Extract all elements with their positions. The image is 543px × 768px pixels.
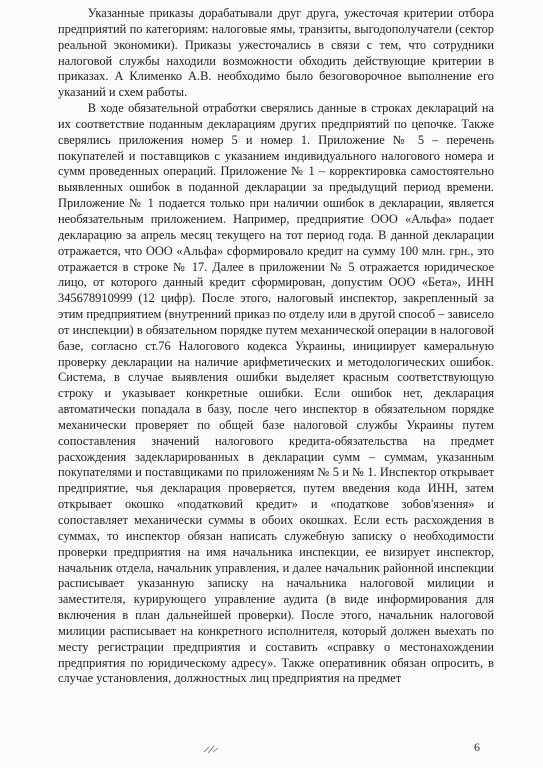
paragraph-declaration-check: В ходе обязательной отработки сверялись данные в строках деклараций на их соответствие поданным декларациям других предприятий по цепочке. Также сверялись приложения номер 5 и номер 1. Приложение № 5 – перечень покупателей и поставщиков с указанием индивидуального налогового номера и сумм проведенных операций. Приложение № 1 – корректировка самостоятельно выявленных ошибок в поданной декларации за предыдущий период времени. Приложение № 1 подается только при наличии ошибок в декларации, является необязательным приложением. Например, предприятие ООО «Альфа» подает декларацию за апрель месяц текущего на тот период года. В данной декларации отражается, что ООО «Альфа» сформировало кредит на сумму 100 млн. грн., это отражается в строке № 17. Далее в приложении № 5 отражается юридическое лицо, от которого данный кредит сформирован, допустим ООО «Бета», ИНН 345678910999 (12 цифр). После этого, налоговый инспектор, закрепленный за этим предприятием (внутренний приказ по отделу или в другой способ – зависело от инспекции) в обязательном порядке путем механической операции в налоговой базе, согласно ст.76 Налогового кодекса Украины, инициирует камеральную проверку декларации на наличие арифметических и методологических ошибок. Система, в случае выявления ошибки выделяет красным соответствующую строку и указывает конкретные ошибки. Если ошибок нет, декларация автоматически попадала в базу, после чего инспектор в обязательном порядке механически проверяет по общей базе налоговой службы Украины путем сопоставления значений налогового кредита-обязательства на предмет расхождения задекларированных в декларации сумм – суммам, указанным покупателями и поставщиками по приложениям № 5 и № 1. Инспектор открывает предприятие, чья декларация проверяется, путем введения кода ИНН, затем открывает окошко «податковий кредит» и «податкове зобов'язення» и сопоставляет механически суммы в обоих окошках. Если есть расхождения в суммах, то инспектор обязан написать служебную записку о необходимости проверки предприятия на имя начальника инспекции, ее визирует инспектор, начальник отдела, начальник управления, и далее начальник районной инспекции расписывает указанную записку на начальника налоговой милиции и заместителя, курирующего управление аудита (в виде информирования для включения в план дальнейшей проверки). После этого, начальник налоговой милиции расписывает на конкретного исполнителя, который должен выехать по месту регистрации предприятия и составить «справку о местонахождении предприятия по юридическому адресу». Также оперативник обязан опросить, в случае установления, должностных лиц предприятия на предмет	[58, 101, 494, 686]
pen-mark-icon	[202, 744, 220, 754]
page-number: 6	[474, 740, 480, 754]
document-body	[58, 6, 494, 687]
paragraph-orders: Указанные приказы дорабатывали друг друга, ужесточая критерии отбора предприятий по категориям: налоговые ямы, транзиты, выгодополучатели (сектор реальной экономики). Приказы ужесточались в связи с тем, что сотрудники налоговой службы находили возможности обходить действующие критерии в приказах. А Клименко А.В. необходимо было безоговорочное выполнение его указаний и схем работы.	[58, 6, 494, 100]
